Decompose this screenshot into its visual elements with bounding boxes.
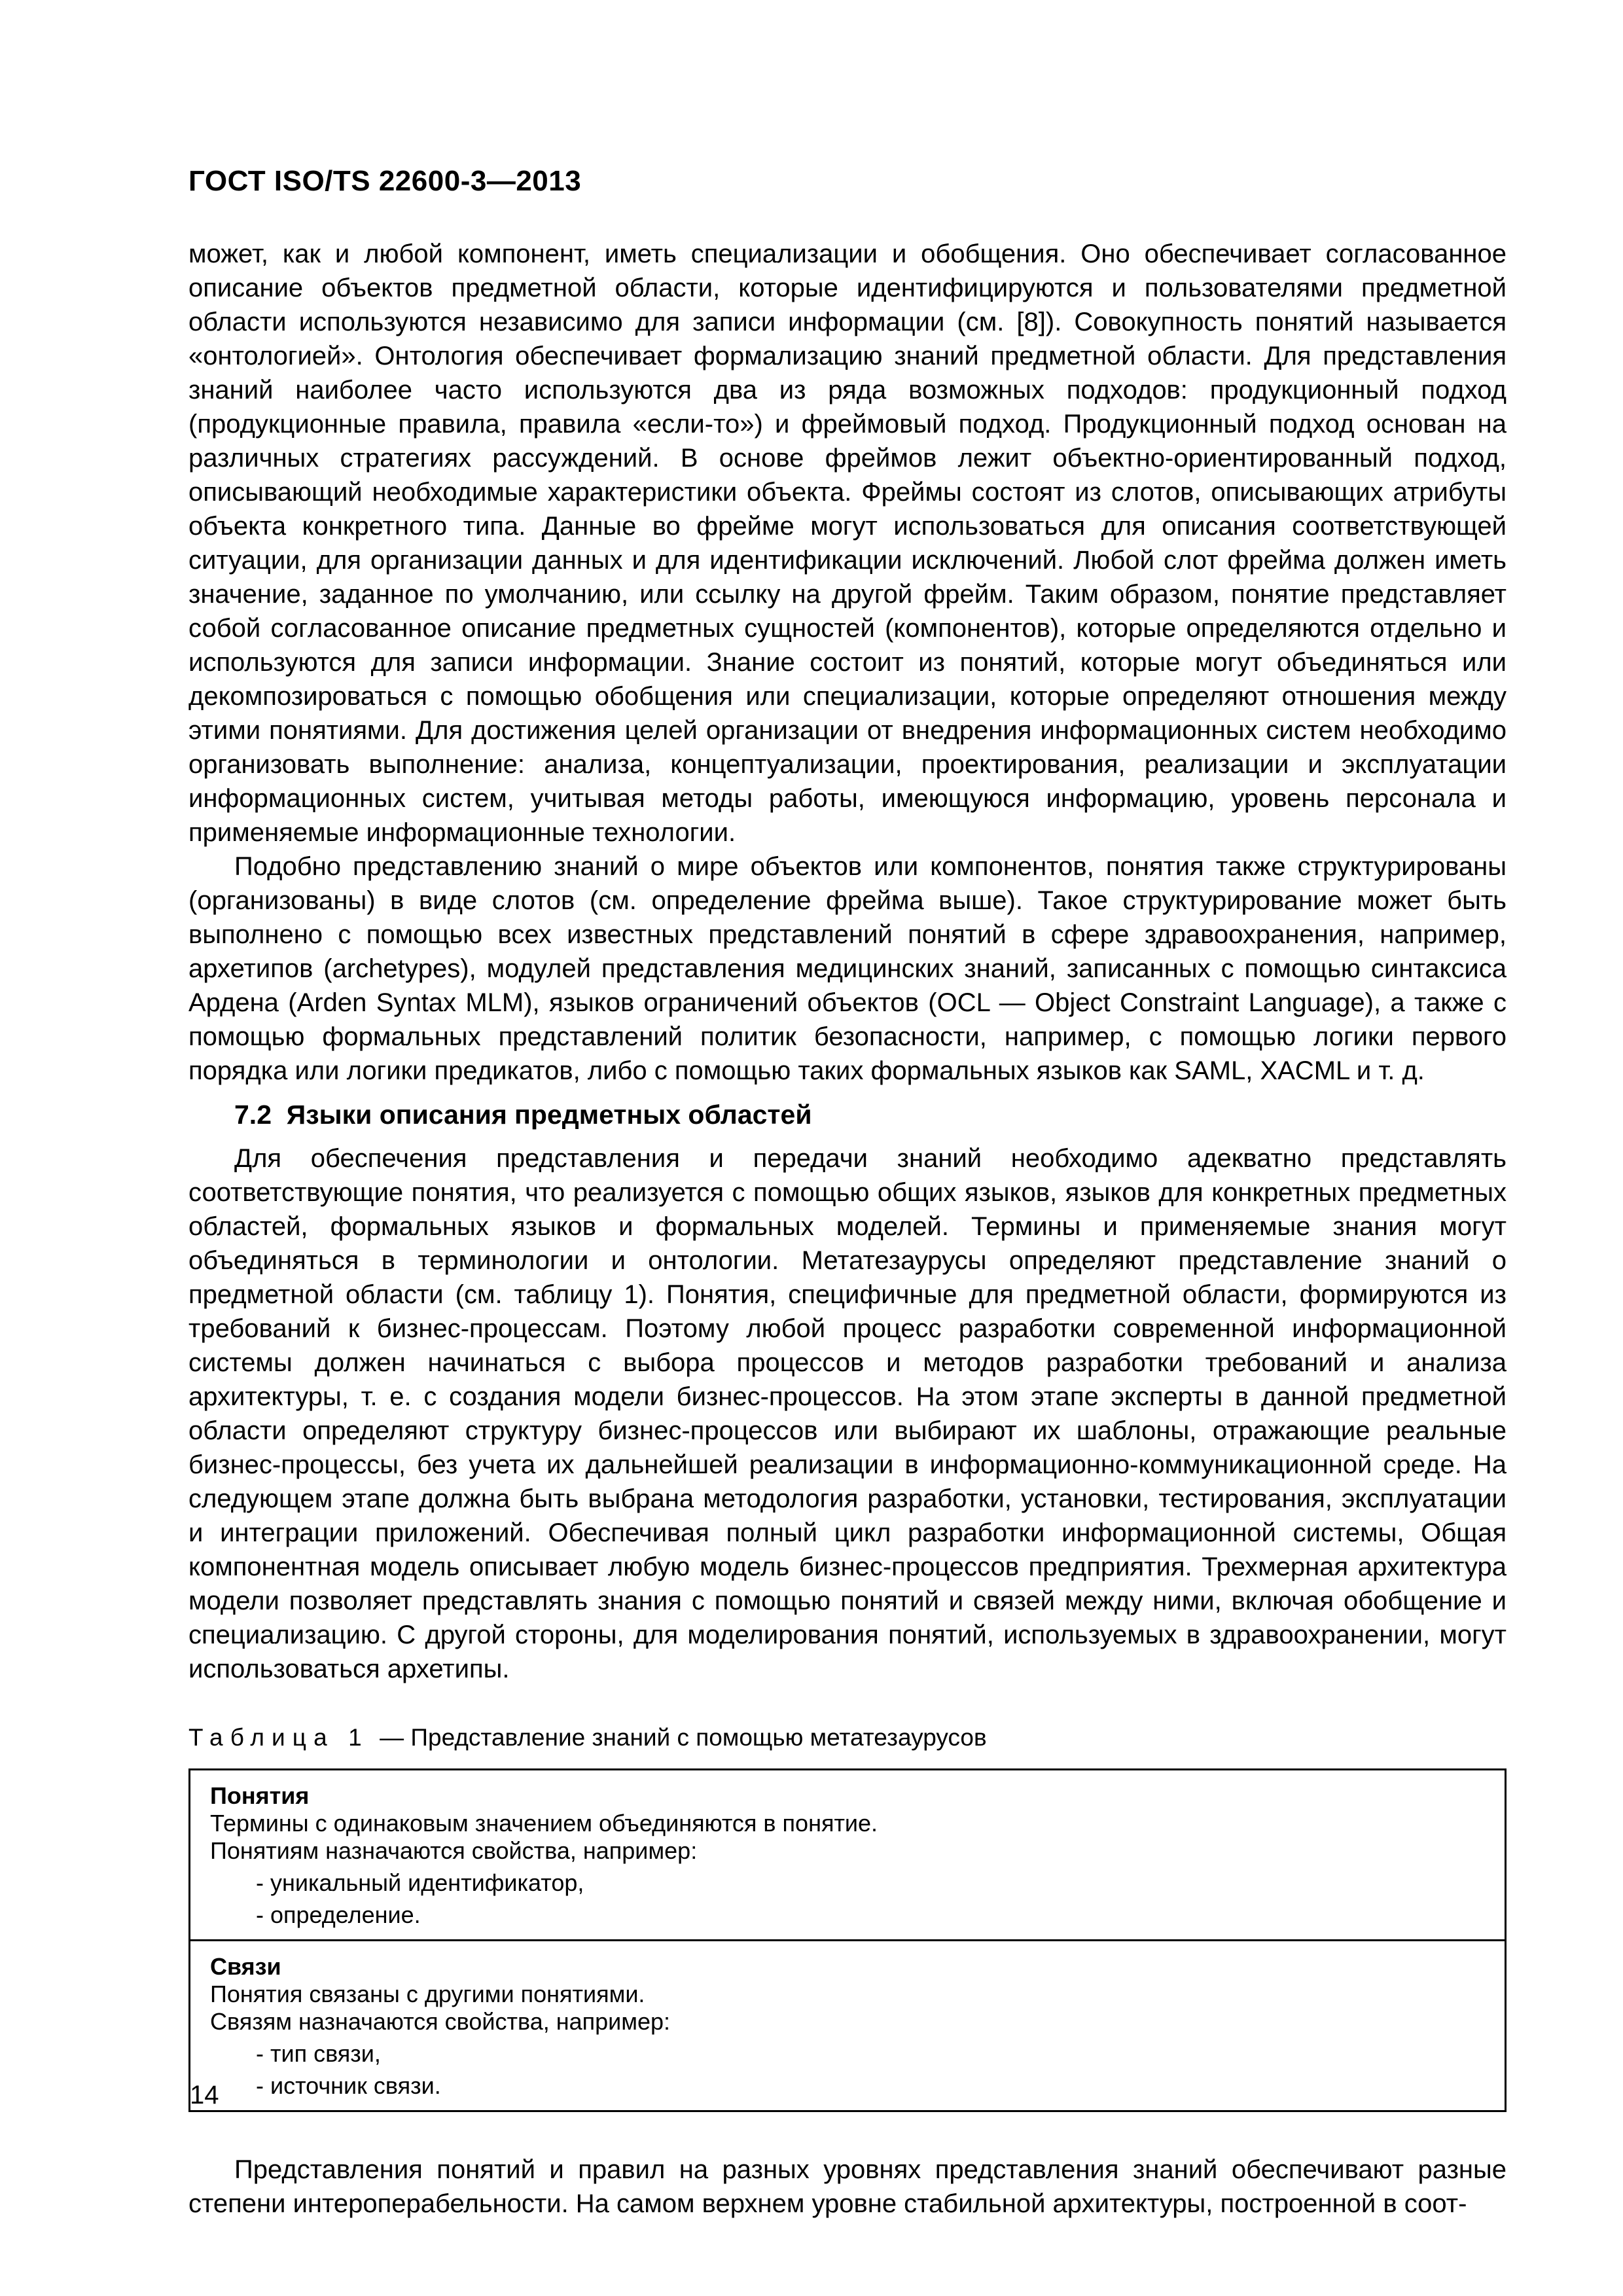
table-row-concepts <box>190 1770 1506 1941</box>
table-cell-relations-line: Понятия связаны с другими понятиями. <box>210 1981 645 2007</box>
table-cell-concepts-item: - определение. <box>256 1901 421 1928</box>
table-cell-concepts-line: Термины с одинаковым значением объединяются в понятие. <box>210 1810 878 1837</box>
table-cell-relations-item: - источник связи. <box>256 2072 441 2099</box>
text-column <box>188 165 1507 2221</box>
table-cell-concepts-title: Понятия <box>210 1782 310 1809</box>
table-row-relations <box>190 1941 1506 2111</box>
table-caption <box>188 1723 1507 1753</box>
table-cell-relations-item: - тип связи, <box>256 2040 381 2067</box>
table-caption-text: — Представление знаний с помощью метатезаурусов <box>380 1724 987 1751</box>
table-cell-relations <box>190 1941 1506 2111</box>
paragraph-concept-structuring: Подобно представлению знаний о мире объектов или компонентов, понятия также структурированы (организованы) в виде слотов (см. определение фрейма выше). Такое структурирование может быть выполнено с помощью всех известных представлений понятий в сфере здравоохранения, например, архетипов (archetypes), модулей представления медицинских знаний, записанных с помощью синтаксиса Ардена (Arden Syntax MLM), языков ограничений объектов (OCL — Object Constraint Language), а также с помощью формальных представлений политик безопасности, например, с помощью логики первого порядка или логики предикатов, либо с помощью таких формальных языков как SAML, XACML и т. д. <box>188 852 1507 1085</box>
table-cell-concepts <box>190 1770 1506 1941</box>
table-caption-label: Таблица 1 <box>188 1724 369 1751</box>
document-header: ГОСТ ISO/TS 22600-3—2013 <box>188 165 582 197</box>
table-cell-concepts-line: Понятиям назначаются свойства, например: <box>210 1837 698 1864</box>
table-cell-relations-line: Связям назначаются свойства, например: <box>210 2008 671 2035</box>
table-cell-concepts-item: - уникальный идентификатор, <box>256 1869 584 1896</box>
table-cell-relations-title: Связи <box>210 1953 281 1980</box>
metathesaurus-table-body <box>190 1770 1506 2111</box>
page-number: 14 <box>190 2081 219 2109</box>
metathesaurus-table <box>188 1768 1507 2112</box>
paragraph-interoperability: Представления понятий и правил на разных уровнях представления знаний обеспечивают разные степени интероперабельности. На самом верхнем уровне стабильной архитектуры, построенной в соот- <box>188 2155 1507 2218</box>
section-heading-7-2: 7.2 Языки описания предметных областей <box>234 1100 812 1130</box>
paragraph-domain-languages: Для обеспечения представления и передачи знаний необходимо адекватно представлять соответствующие понятия, что реализуется с помощью общих языков, языков для конкретных предметных областей, формальных языков и формальных моделей. Термины и применяемые знания могут объединяться в терминологии и онтологии. Метатезаурусы определяют представление знаний о предметной области (см. таблицу 1). Понятия, специфичные для предметной области, формируются из требований к бизнес-процессам. Поэтому любой процесс разработки современной информационной системы должен начинаться с выбора процессов и методов разработки требований и анализа архитектуры, т. е. с создания модели бизнес-процессов. На этом этапе эксперты в данной предметной области определяют структуру бизнес-процессов или выбирают их шаблоны, отражающие реальные бизнес-процессы, без учета их дальнейшей реализации в информационно-коммуникационной среде. На следующем этапе должна быть выбрана методология разработки, установки, тестирования, эксплуатации и интеграции приложений. Обеспечивая полный цикл разработки информационной системы, Общая компонентная модель описывает любую модель бизнес-процессов предприятия. Трехмерная архитектура модели позволяет представлять знания с помощью понятий и связей между ними, включая обобщение и специализацию. С другой стороны, для моделирования понятий, используемых в здравоохранении, могут использоваться архетипы. <box>188 1144 1507 1683</box>
paragraph-ontology-frames: может, как и любой компонент, иметь специализации и обобщения. Оно обеспечивает согласованное описание объектов предметной области, которые идентифицируются и пользователями предметной области используются независимо для записи информации (см. [8]). Совокупность понятий называется «онтологией». Онтология обеспечивает формализацию знаний предметной области. Для представления знаний наиболее часто используются два из ряда возможных подходов: продукционный подход (продукционные правила, правила «если-то») и фреймовый подход. Продукционный подход основан на различных стратегиях рассуждений. В основе фреймов лежит объектно-ориентированный подход, описывающий необходимые характеристики объекта. Фреймы состоят из слотов, описывающих атрибуты объекта конкретного типа. Данные во фрейме могут использоваться для описания соответствующей ситуации, для организации данных и для идентификации исключений. Любой слот фрейма должен иметь значение, заданное по умолчанию, или ссылку на другой фрейм. Таким образом, понятие представляет собой согласованное описание предметных сущностей (компонентов), которые определяются отдельно и используются для записи информации. Знание состоит из понятий, которые могут объединяться или декомпозироваться с помощью обобщения или специализации, которые определяют отношения между этими понятиями. Для достижения целей организации от внедрения информационных систем необходимо организовать выполнение: анализа, концептуализации, проектирования, реализации и эксплуатации информационных систем, учитывая методы работы, имеющуюся информацию, уровень персонала и применяемые информационные технологии. <box>188 240 1507 847</box>
